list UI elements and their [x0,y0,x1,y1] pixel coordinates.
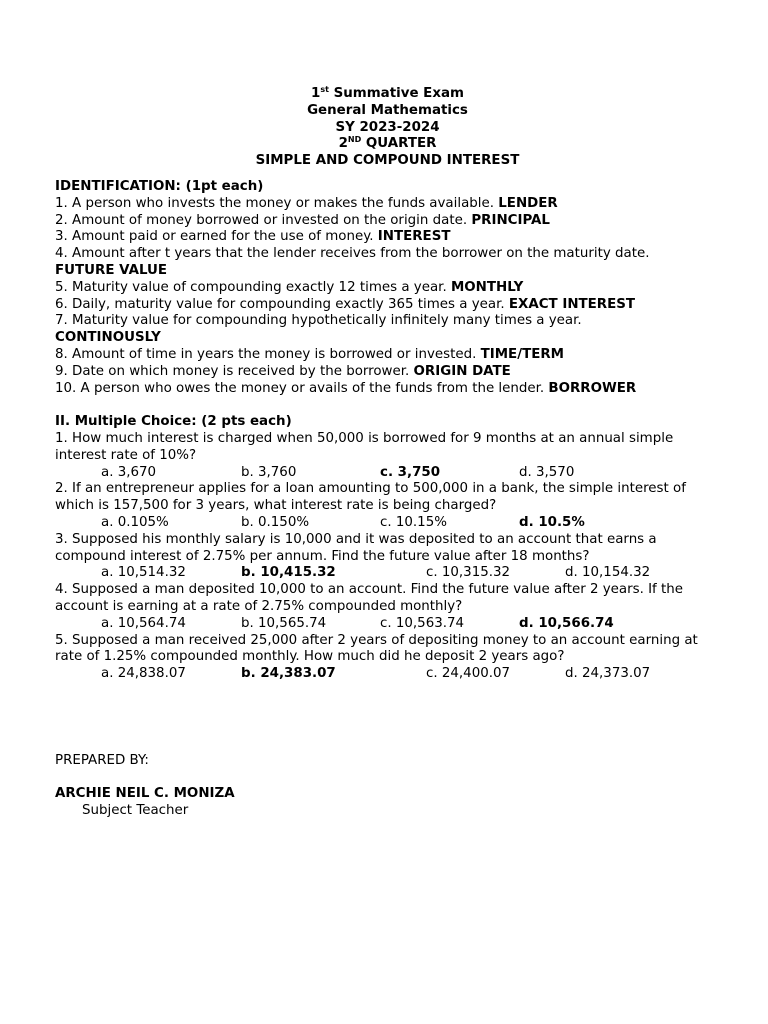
choice-a: a. 0.105% [101,514,169,530]
answer-text: BORROWER [548,380,637,396]
quarter-line [55,136,720,153]
prepared-label: PREPARED BY: [55,752,149,768]
choice-row [55,666,720,683]
choice-b: b. 3,760 [241,464,297,480]
identification-item [55,297,720,314]
choice-b: b. 24,383.07 [241,666,336,682]
quarter-number: 2 [338,136,348,152]
question-text: 4. Amount after t years that the lender receives from the borrower on the maturity date. [55,246,650,262]
choice-c: c. 10,315.32 [426,565,511,581]
choice-d: d. 24,373.07 [565,666,651,682]
identification-item [55,347,720,364]
choice-d: d. 10,566.74 [519,615,614,631]
identification-item [55,313,720,347]
subject-title: General Mathematics [307,102,468,118]
choice-row [55,565,720,582]
identification-section [55,179,720,397]
multiple-choice-title: II. Multiple Choice: (2 pts each) [55,414,292,430]
answer-text: ORIGIN DATE [413,363,511,379]
mc-question [55,633,720,683]
teacher-role: Subject Teacher [82,803,189,819]
exam-number: 1 [311,86,321,101]
choice-a: a. 10,564.74 [101,615,186,631]
question-text: 2. If an entrepreneur applies for a loan amounting to 500,000 in a bank, the simple interest of which is 157,500 for 3 years, what interest rate is being charged? [55,481,686,514]
exam-document [55,86,720,820]
exam-number-suffix: st [320,85,329,94]
choice-c: c. 3,750 [380,464,441,480]
choice-c: c. 10.15% [380,514,447,530]
question-text: 3. Supposed his monthly salary is 10,000 and it was deposited to an account that earns a compound interest of 2.75% per annum. Find the future value after 18 months? [55,531,657,564]
quarter-suffix: ND [347,135,362,145]
question-text: 5. Maturity value of compounding exactly 12 times a year. [55,279,451,295]
teacher-name: ARCHIE NEIL C. MONIZA [55,786,235,802]
choice-row [55,465,720,482]
answer-text: PRINCIPAL [471,212,550,228]
question-text: 10. A person who owes the money or avails of the funds from the lender. [55,380,549,396]
answer-text: INTEREST [377,229,451,245]
question-text: 6. Daily, maturity value for compounding exactly 365 times a year. [55,296,509,312]
choice-row [55,616,720,633]
question-text: 9. Date on which money is received by the borrower. [55,363,414,379]
answer-text: EXACT INTEREST [508,296,636,312]
identification-item [55,364,720,381]
identification-title: IDENTIFICATION: (1pt each) [55,178,264,194]
question-text: 2. Amount of money borrowed or invested on the origin date. [55,212,472,228]
question-text: 1. How much interest is charged when 50,000 is borrowed for 9 months at an annual simple interest rate of 10%? [55,430,674,463]
mc-question [55,431,720,481]
choice-a: a. 24,838.07 [101,666,186,682]
choice-b: b. 10,565.74 [241,615,327,631]
choice-row [55,515,720,532]
answer-text: FUTURE VALUE [55,262,168,278]
choice-d: d. 3,570 [519,464,575,480]
question-text: 4. Supposed a man deposited 10,000 to an account. Find the future value after 2 years. If the account is earning at a rate of 2.75% compounded monthly? [55,582,683,614]
topic-title: SIMPLE AND COMPOUND INTEREST [255,153,520,169]
choice-b: b. 0.150% [241,514,310,530]
choice-b: b. 10,415.32 [241,565,336,581]
choice-a: a. 3,670 [101,464,157,480]
identification-item [55,213,720,230]
answer-text: TIME/TERM [480,346,565,362]
question-text: 7. Maturity value for compounding hypothetically infinitely many times a year. [55,313,582,329]
identification-item [55,280,720,297]
answer-text: MONTHLY [450,279,524,295]
choice-c: c. 24,400.07 [426,666,511,682]
school-year: SY 2023-2024 [335,119,440,135]
identification-item [55,229,720,246]
question-text: 8. Amount of time in years the money is borrowed or invested. [55,346,481,362]
question-text: 3. Amount paid or earned for the use of money. [55,229,378,245]
exam-title [55,86,720,103]
choice-a: a. 10,514.32 [101,565,186,581]
prepared-by-section [55,753,720,820]
choice-d: d. 10,154.32 [565,565,651,581]
question-text: 5. Supposed a man received 25,000 after 2 years of depositing money to an account earning at rate of 1.25% compounded monthly. How much did he deposit 2 years ago? [55,632,698,665]
question-text: 1. A person who invests the money or makes the funds available. [55,195,499,211]
answer-text: CONTINOUSLY [55,330,161,346]
answer-text: LENDER [498,195,558,211]
identification-item [55,196,720,213]
choice-c: c. 10,563.74 [380,615,465,631]
multiple-choice-section [55,414,720,683]
choice-d: d. 10.5% [519,514,585,530]
identification-item [55,246,720,280]
mc-question [55,481,720,531]
exam-title-text: Summative Exam [328,86,464,101]
mc-question [55,532,720,582]
identification-item [55,381,720,398]
quarter-text: QUARTER [361,136,437,152]
mc-question [55,582,720,632]
exam-header [55,86,720,170]
